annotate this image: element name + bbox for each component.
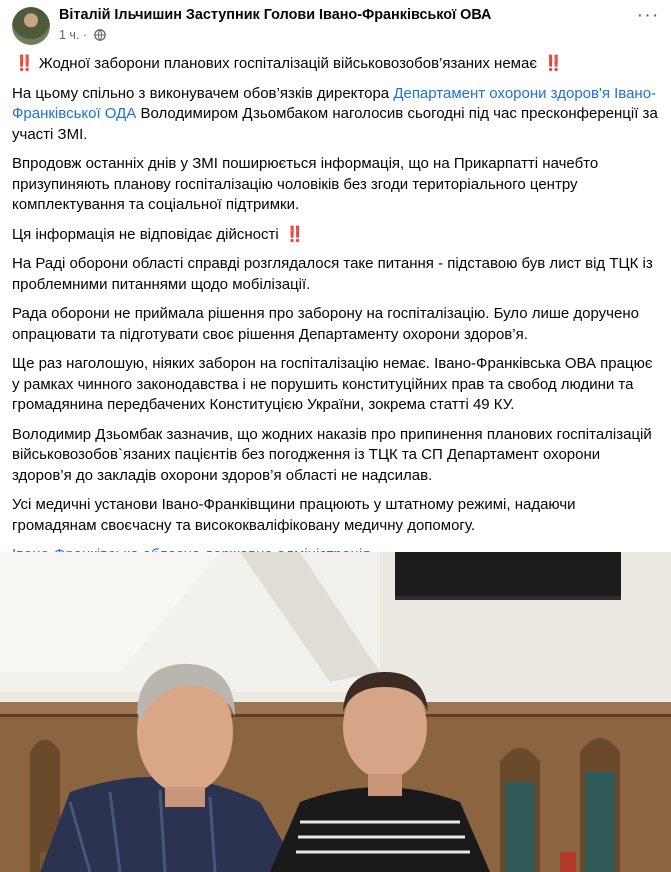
paragraph-4: На Раді оборони області справді розглядалося таке питання - підставою був лист від ТЦК із проблемними питаннями щодо мобілізації. <box>12 255 653 293</box>
department-link[interactable]: Департамент охорони здоров'я Івано-Франківської ОДА <box>12 84 657 122</box>
paragraph-8: Усі медичні установи Івано-Франківщини працюють у штатному режимі, надаючи громадянам своєчасну та висококваліфіковану медичну допомогу. <box>12 496 576 534</box>
post-header <box>12 4 662 47</box>
press-conference-photo <box>0 552 671 872</box>
post-time[interactable]: 1 ч. <box>59 28 80 42</box>
paragraph-text: На цьому спільно з виконувачем обов’язків директора <box>12 84 394 102</box>
paragraph-text: Ця інформація не відповідає дійсності <box>12 225 279 243</box>
headline-text: Жодної заборони планових госпіталізацій військовозобов’язаних немає <box>38 55 537 72</box>
post-photo[interactable] <box>0 552 671 872</box>
paragraph-1 <box>12 84 662 146</box>
paragraph-6: Ще раз наголошую, ніяких заборон на госпіталізацію немає. Івано-Франківська ОВА працює у рамках чинного законодавства і не порушить конституційних прав та свобод людини та громадянина передбачених Конституцією України, зокрема статті 49 КУ. <box>12 355 653 413</box>
paragraph-7: Володимир Дзьомбак зазначив, що жодних наказів про припинення планових госпіталізацій військовозобов`язаних пацієнтів без погодження із ТЦК та СП Департамент охорони здоров’я до закладів охорони здоров’я області не надсилав. <box>12 425 652 484</box>
paragraph-5: Рада оборони не приймала рішення про заборону на госпіталізацію. Було лише доручено опрацювати та підготувати своє рішення Департаменту охорони здоров’я. <box>12 305 639 343</box>
author-name[interactable]: Віталій Ільчишин Заступник Голови Івано-Франківської ОВА <box>59 7 492 23</box>
paragraph-3 <box>12 225 662 246</box>
post-body <box>12 54 662 575</box>
paragraph-2: Впродовж останніх днів у ЗМІ поширюється інформація, що на Прикарпатті начебто призупиняють планову госпіталізацію чоловіків без згоди територіального центру комплектування та соціальної підтримки. <box>12 155 599 213</box>
double-exclamation-icon: ‼️ <box>544 55 561 72</box>
double-exclamation-icon: ‼️ <box>15 55 32 72</box>
more-options-icon[interactable]: ··· <box>636 4 660 26</box>
post-headline <box>12 54 662 75</box>
author-avatar[interactable] <box>12 7 50 45</box>
post-meta: 1 ч. · <box>59 28 106 44</box>
double-exclamation-icon: ‼️ <box>285 225 303 243</box>
globe-icon[interactable] <box>94 29 106 44</box>
paragraph-text: Володимиром Дзьомбаком наголосив сьогодні під час пресконференції за участі ЗМІ. <box>12 105 658 143</box>
